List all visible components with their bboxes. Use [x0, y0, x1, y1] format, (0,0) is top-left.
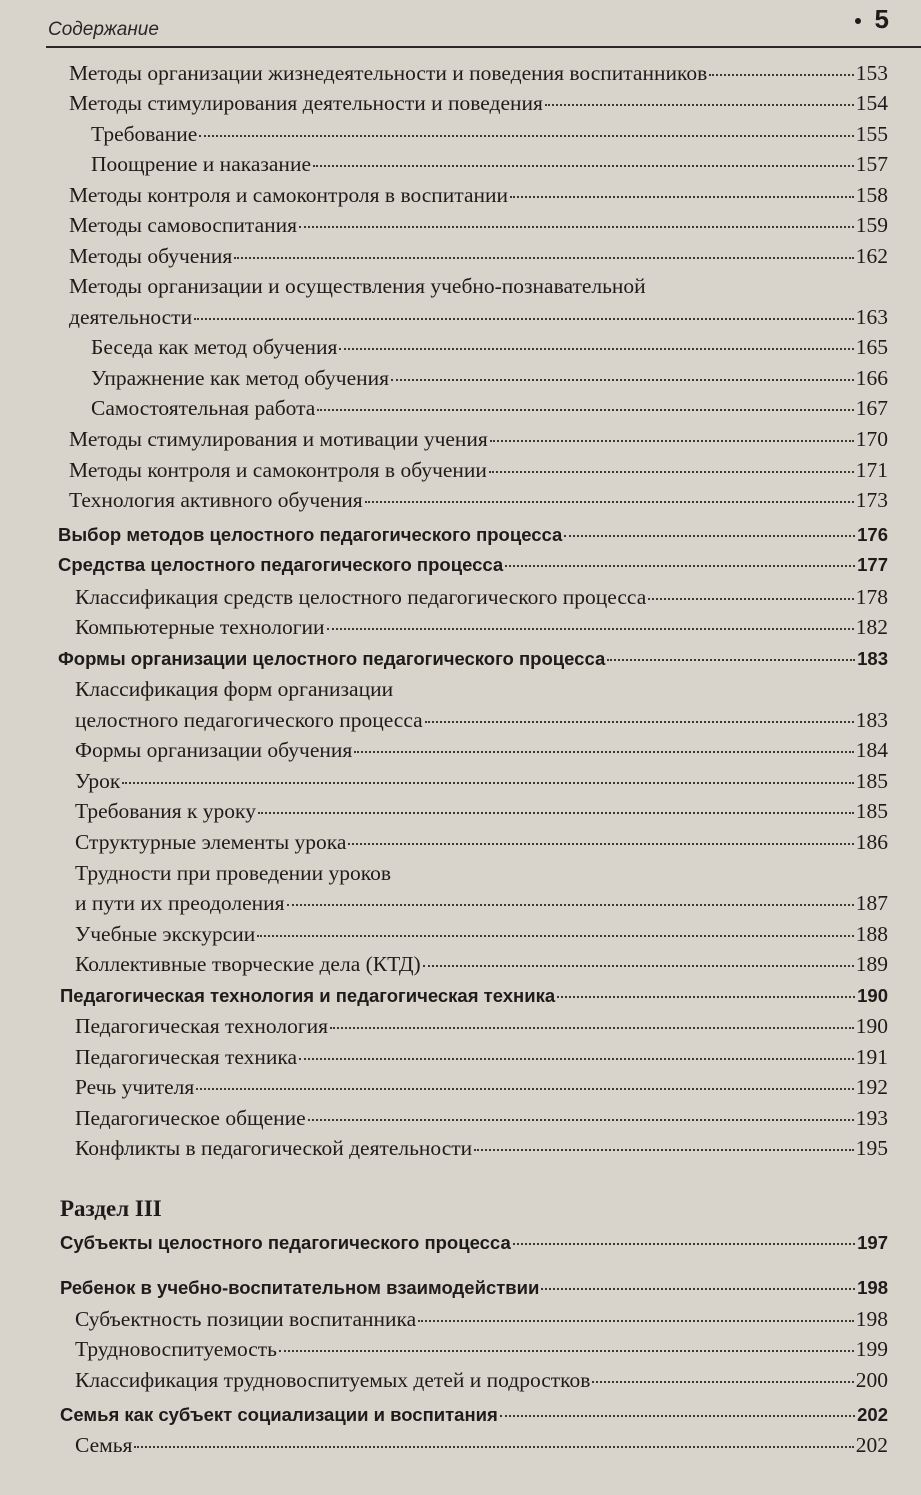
toc-dot-leader — [513, 1243, 855, 1245]
toc-entry-page: 188 — [855, 922, 888, 946]
toc-entry-page: 199 — [855, 1337, 888, 1361]
toc-entry-page: 200 — [855, 1368, 888, 1392]
toc-entry-title: Классификация трудновоспитуемых детей и подростков — [75, 1368, 591, 1392]
toc-entry-title: Учебные экскурсии — [75, 922, 256, 946]
toc-entry — [69, 273, 888, 299]
toc-entry — [75, 584, 888, 610]
toc-entry-title: Методы контроля и самоконтроля в воспитании — [69, 183, 509, 207]
toc-entry-title: Субъекты целостного педагогического процесса — [60, 1232, 511, 1253]
toc-entry — [75, 921, 888, 947]
toc-entry-title: Беседа как метод обучения — [91, 335, 338, 359]
toc-dot-leader — [194, 318, 854, 320]
toc-entry-title: Семья — [75, 1433, 133, 1457]
toc-entry — [60, 983, 888, 1009]
toc-entry-page: 167 — [855, 396, 888, 420]
toc-entry-title: Выбор методов целостного педагогического процесса — [58, 524, 563, 545]
toc-entry-page: 192 — [855, 1075, 888, 1099]
toc-entry — [91, 365, 888, 391]
toc-dot-leader — [365, 501, 854, 503]
toc-entry-page: 198 — [855, 1307, 888, 1331]
toc-entry — [60, 1196, 888, 1222]
toc-entry — [75, 1336, 888, 1362]
toc-entry-title: Самостоятельная работа — [91, 396, 316, 420]
toc-entry-title: Технология активного обучения — [69, 488, 363, 512]
toc-entry-title: Педагогическое общение — [75, 1106, 306, 1130]
toc-entry-title: Классификация форм организации — [75, 677, 394, 701]
toc-dot-leader — [330, 1027, 854, 1029]
toc-entry-title: Формы организации целостного педагогического процесса — [58, 648, 606, 669]
toc-entry-title: Субъектность позиции воспитанника — [75, 1307, 417, 1331]
toc-dot-leader — [541, 1288, 855, 1290]
toc-entry — [69, 212, 888, 238]
toc-entry — [75, 829, 888, 855]
toc-entry-title: Методы стимулирования и мотивации учения — [69, 427, 488, 451]
toc-entry-title: Методы самовоспитания — [69, 213, 298, 237]
toc-entry-page: 191 — [855, 1045, 888, 1069]
toc-entry-title: Методы организации жизнедеятельности и поведения воспитанников — [69, 61, 708, 85]
toc-entry-title: Трудности при проведении уроков — [75, 861, 392, 885]
toc-entry — [75, 614, 888, 640]
page-number: 5 — [874, 4, 889, 34]
toc-entry-title: Требование — [91, 122, 198, 146]
toc-entry-page: 202 — [855, 1433, 888, 1457]
toc-entry-title: Конфликты в педагогической деятельности — [75, 1136, 473, 1160]
toc-dot-leader — [287, 904, 854, 906]
toc-entry-page: 202 — [857, 1404, 888, 1425]
toc-entry — [75, 768, 888, 794]
toc-entry — [75, 951, 888, 977]
toc-entry-page: 189 — [855, 952, 888, 976]
toc-entry — [75, 1074, 888, 1100]
toc-entry-page: 190 — [855, 1014, 888, 1038]
toc-entry-title: Ребенок в учебно-воспитательном взаимодействии — [60, 1277, 540, 1298]
toc-entry-title: Классификация средств целостного педагогического процесса — [75, 585, 647, 609]
toc-entry-page: 155 — [855, 122, 888, 146]
toc-dot-leader — [257, 935, 853, 937]
toc-entry-title: Трудновоспитуемость — [75, 1337, 277, 1361]
toc-entry-page: 182 — [855, 615, 888, 639]
toc-entry-page: 184 — [855, 738, 888, 762]
toc-dot-leader — [489, 471, 854, 473]
toc-entry-title: Речь учителя — [75, 1075, 195, 1099]
toc-entry-page: 173 — [855, 488, 888, 512]
page-header — [0, 0, 921, 50]
toc-dot-leader — [313, 165, 854, 167]
toc-dot-leader — [258, 812, 854, 814]
toc-entry — [75, 860, 888, 886]
toc-entry-title: Методы стимулирования деятельности и поведения — [69, 91, 543, 115]
toc-dot-leader — [279, 1350, 854, 1352]
header-rule — [46, 46, 921, 48]
toc-entry-page: 195 — [855, 1136, 888, 1160]
toc-entry-title: Средства целостного педагогического процесса — [58, 554, 504, 575]
toc-dot-leader — [557, 996, 855, 998]
toc-entry-title: Структурные элементы урока — [75, 830, 347, 854]
toc-dot-leader — [564, 535, 855, 537]
toc-entry-page: 163 — [855, 305, 888, 329]
toc-dot-leader — [339, 348, 853, 350]
toc-dot-leader — [500, 1415, 855, 1417]
toc-entry — [91, 395, 888, 421]
toc-entry-title: Педагогическая технология и педагогическая техника — [60, 985, 556, 1006]
toc-entry — [75, 1044, 888, 1070]
toc-dot-leader — [348, 843, 853, 845]
toc-entry — [75, 1105, 888, 1131]
toc-entry — [58, 552, 888, 578]
toc-entry-title: Педагогическая техника — [75, 1045, 298, 1069]
toc-entry-page: 166 — [855, 366, 888, 390]
toc-entry — [69, 426, 888, 452]
toc-dot-leader — [196, 1088, 853, 1090]
toc-dot-leader — [199, 135, 853, 137]
toc-entry-title: Урок — [75, 769, 121, 793]
toc-dot-leader — [490, 440, 854, 442]
toc-entry-title: Методы обучения — [69, 244, 233, 268]
toc-entry — [75, 737, 888, 763]
toc-dot-leader — [391, 379, 854, 381]
toc-dot-leader — [122, 782, 853, 784]
toc-entry-page: 165 — [855, 335, 888, 359]
toc-entry-title: Методы организации и осуществления учебно-познавательной — [69, 274, 646, 298]
toc-entry-title: Формы организации обучения — [75, 738, 353, 762]
toc-entry — [69, 60, 888, 86]
toc-entry-title: Раздел III — [60, 1196, 162, 1221]
toc-entry — [69, 90, 888, 116]
toc-dot-leader — [299, 1058, 854, 1060]
toc-entry-title: и пути их преодоления — [75, 891, 285, 915]
toc-dot-leader — [234, 257, 853, 259]
toc-entry-page: 170 — [855, 427, 888, 451]
toc-entry-title: Коллективные творческие дела (КТД) — [75, 952, 421, 976]
running-title: Содержание — [48, 19, 159, 40]
toc-entry-page: 187 — [855, 891, 888, 915]
toc-entry — [91, 151, 888, 177]
toc-dot-leader — [474, 1149, 854, 1151]
toc-entry-page: 176 — [857, 524, 888, 545]
toc-entry-page: 153 — [855, 61, 888, 85]
toc-dot-leader — [317, 409, 853, 411]
toc-entry — [75, 707, 888, 733]
toc-dot-leader — [648, 598, 854, 600]
toc-dot-leader — [327, 628, 854, 630]
toc-entry — [69, 243, 888, 269]
toc-dot-leader — [423, 965, 854, 967]
toc-entry-page: 197 — [857, 1232, 888, 1253]
toc-entry-title: Требования к уроку — [75, 799, 256, 823]
toc-entry-page: 186 — [855, 830, 888, 854]
toc-entry — [75, 890, 888, 916]
toc-entry-title: Упражнение как метод обучения — [91, 366, 390, 390]
toc-entry-page: 177 — [857, 554, 888, 575]
toc-entry — [75, 1013, 888, 1039]
toc-entry-title: Компьютерные технологии — [75, 615, 325, 639]
toc-entry — [69, 457, 888, 483]
toc-entry — [91, 121, 888, 147]
toc-entry — [75, 676, 888, 702]
toc-entry — [69, 304, 888, 330]
toc-entry-page: 178 — [855, 585, 888, 609]
toc-dot-leader — [592, 1381, 853, 1383]
toc-entry-title: Методы контроля и самоконтроля в обучении — [69, 458, 487, 482]
toc-entry-page: 190 — [857, 985, 888, 1006]
toc-entry — [60, 1275, 888, 1301]
toc-entry — [75, 1432, 888, 1458]
toc-entry — [69, 487, 888, 513]
toc-entry-page: 158 — [855, 183, 888, 207]
toc-entry — [91, 334, 888, 360]
toc-entry — [75, 798, 888, 824]
toc-entry — [69, 182, 888, 208]
toc-dot-leader — [709, 74, 854, 76]
toc-entry-page: 185 — [855, 799, 888, 823]
toc-entry — [58, 522, 888, 548]
toc-dot-leader — [510, 196, 854, 198]
toc-dot-leader — [418, 1320, 854, 1322]
toc-entry — [75, 1367, 888, 1393]
toc-entry-page: 154 — [855, 91, 888, 115]
toc-dot-leader — [134, 1446, 853, 1448]
toc-dot-leader — [354, 751, 853, 753]
toc-entry-page: 193 — [855, 1106, 888, 1130]
toc-entry-page: 171 — [855, 458, 888, 482]
toc-entry-page: 157 — [855, 152, 888, 176]
toc-entry — [60, 1402, 888, 1428]
toc-dot-leader — [505, 565, 855, 567]
toc-entry — [58, 646, 888, 672]
toc-entry-title: целостного педагогического процесса — [75, 708, 423, 732]
toc-entry-page: 198 — [857, 1277, 888, 1298]
toc-dot-leader — [425, 721, 854, 723]
toc-entry — [75, 1306, 888, 1332]
toc-entry-title: Поощрение и наказание — [91, 152, 311, 176]
toc-entry-page: 185 — [855, 769, 888, 793]
toc-entry-page: 159 — [855, 213, 888, 237]
toc-entry-title: Педагогическая технология — [75, 1014, 329, 1038]
toc-entry — [60, 1230, 888, 1256]
toc-dot-leader — [308, 1119, 854, 1121]
toc-entry-page: 183 — [857, 648, 888, 669]
toc-entry-page: 162 — [855, 244, 888, 268]
toc-entry-title: Семья как субъект социализации и воспитания — [60, 1404, 498, 1425]
toc-dot-leader — [299, 226, 854, 228]
toc-dot-leader — [607, 659, 855, 661]
header-bullet — [855, 18, 861, 24]
toc-entry-page: 183 — [855, 708, 888, 732]
toc-entry — [75, 1135, 888, 1161]
toc-entry-title: деятельности — [69, 305, 193, 329]
toc-dot-leader — [545, 104, 854, 106]
